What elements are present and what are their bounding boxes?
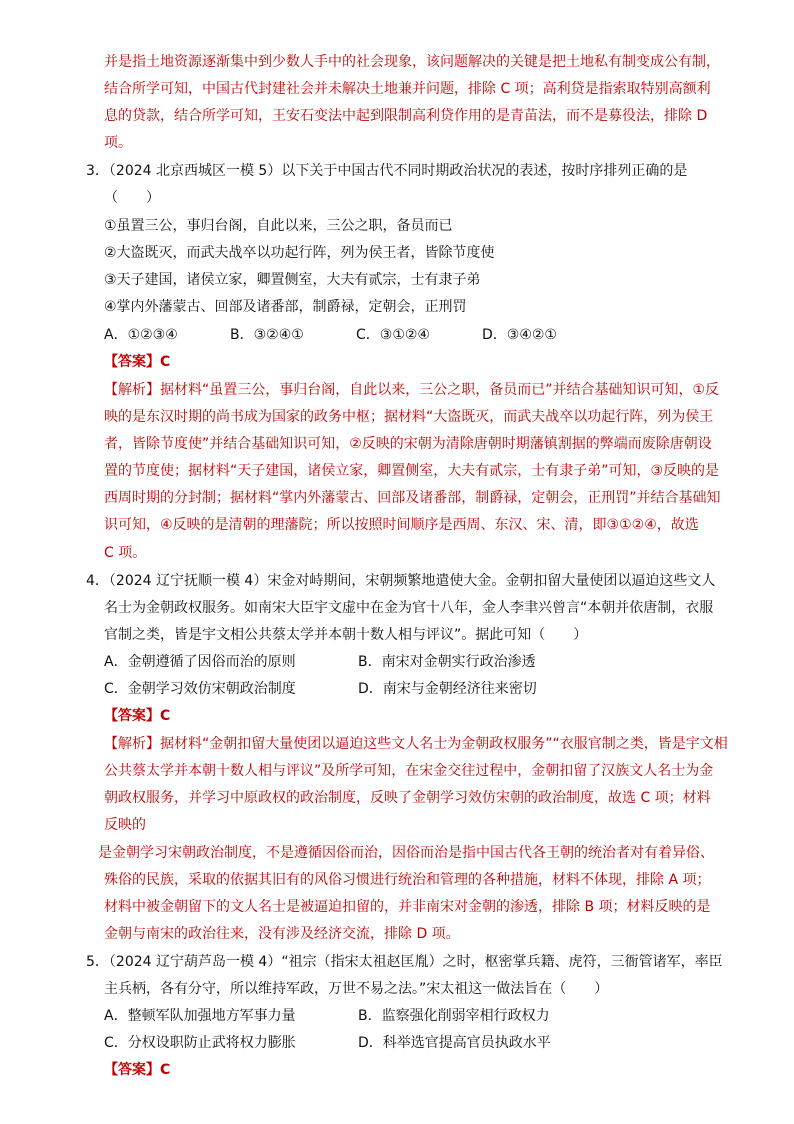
q4-analysis-line-1: 【解析】据材料“金朝扣留大量使团以逼迫这些文人名士为金朝政权服务”“衣服官制之类，皆是宇文相 <box>104 736 728 752</box>
q4-analysis-line-5: 是金朝学习宋朝政治制度，不是遵循因俗而治，因俗而治是指中国古代各王朝的统治者对有着异俗、 <box>98 845 714 861</box>
q4-stem-line-3: 官制之类，皆是宇文相公共蔡太学并本朝十数人相与评议”。据此可知（ ） <box>104 627 588 643</box>
q5-stem-line-2: 主兵柄，各有分守，所以维持军政，万世不易之法。”宋太祖这一做法旨在（ ） <box>104 981 609 997</box>
q4-analysis-line-6: 殊俗的民族，采取的依据其旧有的风俗习惯进行统治和管理的各种措施，材料不体现，排除 A 项； <box>104 872 711 888</box>
q3-answer: 【答案】C <box>104 354 171 370</box>
q5-stem-line-1: 5．（2024 辽宁葫芦岛一模 4）“祖宗（指宋太祖赵匡胤）之时，枢密掌兵籍、虎符，三衙管诸军，率臣 <box>86 954 723 970</box>
q3-analysis-line-5: 西周时期的分封制；据材料“掌内外藩蒙古、回部及诸番部，制爵禄，定朝会，正刑罚”并结合基础知 <box>104 490 721 506</box>
q3-option-a: A．①②③④ <box>104 327 178 343</box>
q5-answer: 【答案】C <box>104 1062 171 1078</box>
q3-item-2: ②大盗既灭，而武夫战卒以功起行阵，列为侯王者，皆除节度使 <box>104 245 495 261</box>
q3-option-b: B．③②④① <box>230 327 304 343</box>
q3-analysis-line-1: 【解析】据材料“虽置三公，事归台阁，自此以来，三公之职，备员而已”并结合基础知识可知，①反 <box>104 382 720 398</box>
intro-line-1: 并是指土地资源逐渐集中到少数人手中的社会现象，该问题解决的关键是把土地私有制变成公有制， <box>104 54 720 70</box>
q3-item-4: ④掌内外藩蒙古、回部及诸番部，制爵禄，定朝会，正刑罚 <box>104 299 467 315</box>
q4-stem-line-2: 名士为金朝政权服务。如南宋大臣宇文虚中在金为官十八年，金人李聿兴曾言“本朝并依唐制，衣服 <box>104 600 714 616</box>
q3-option-c: C．③①②④ <box>356 327 430 343</box>
q4-option-b: B．南宋对金朝实行政治渗透 <box>358 654 536 670</box>
q4-analysis-line-8: 金朝与南宋的政治往来，没有涉及经济交流，排除 D 项。 <box>104 926 460 942</box>
q3-analysis-line-3: 者，皆除节度使”并结合基础知识可知，②反映的宋朝为清除唐朝时期藩镇割据的弊端而废除唐朝设 <box>104 436 712 452</box>
q3-analysis-line-7: C 项。 <box>104 545 147 561</box>
q3-analysis-line-6: 识可知，④反映的是清朝的理藩院；所以按照时间顺序是西周、东汉、宋、清，即③①②④，故选 <box>104 517 699 533</box>
intro-line-2: 结合所学可知，中国古代封建社会并未解决土地兼并问题，排除 C 项；高利贷是指索取特别高额利 <box>104 81 711 97</box>
q4-option-c: C．金朝学习效仿宋朝政治制度 <box>104 681 296 697</box>
q3-option-d: D．③④②① <box>482 327 557 343</box>
intro-line-3: 息的贷款，结合所学可知，王安石变法中起到限制高利贷作用的是青苗法，而不是募役法，排除 D <box>104 108 708 124</box>
q3-item-3: ③天子建国，诸侯立家，卿置侧室，大夫有贰宗，士有隶子弟 <box>104 272 481 288</box>
q4-option-d: D．南宋与金朝经济往来密切 <box>358 681 537 697</box>
q5-option-d: D．科举选官提高官员执政水平 <box>358 1035 551 1051</box>
q3-item-1: ①虽置三公，事归台阁，自此以来，三公之职，备员而已 <box>104 218 453 234</box>
q4-stem-line-1: 4．（2024 辽宁抚顺一模 4）宋金对峙期间，宋朝频繁地遣使大金。金朝扣留大量使团以逼迫这些文人 <box>86 573 716 589</box>
q3-stem-line-2: （ ） <box>104 190 160 206</box>
q4-analysis-line-3: 朝政权服务，并学习中原政权的政治制度，反映了金朝学习效仿宋朝的政治制度，故选 C 项；材料 <box>104 790 711 806</box>
q5-option-b: B．监察强化削弱宰相行政权力 <box>358 1008 550 1024</box>
q4-analysis-line-7: 材料中被金朝留下的文人名士是被逼迫扣留的，并非南宋对金朝的渗透，排除 B 项；材料反映的是 <box>104 899 711 915</box>
q4-option-a: A．金朝遵循了因俗而治的原则 <box>104 654 296 670</box>
q3-stem-line-1: 3．（2024 北京西城区一模 5）以下关于中国古代不同时期政治状况的表述，按时序排列正确的是 <box>86 163 688 179</box>
q4-analysis-line-4: 反映的 <box>104 817 146 833</box>
q4-answer: 【答案】C <box>104 708 171 724</box>
intro-line-4: 项。 <box>104 135 132 151</box>
q5-option-a: A．整顿军队加强地方军事力量 <box>104 1008 296 1024</box>
q4-analysis-line-2: 公共蔡太学并本朝十数人相与评议”及所学可知，在宋金交往过程中，金朝扣留了汉族文人名士为金 <box>104 763 714 779</box>
q3-analysis-line-4: 置的节度使；据材料“天子建国，诸侯立家，卿置侧室，大夫有贰宗，士有隶子弟”可知，③反映的是 <box>104 463 720 479</box>
q3-analysis-line-2: 映的是东汉时期的尚书成为国家的政务中枢；据材料“大盗既灭，而武夫战卒以功起行阵，列为侯王 <box>104 409 714 425</box>
q5-option-c: C．分权设职防止武将权力膨胀 <box>104 1035 296 1051</box>
